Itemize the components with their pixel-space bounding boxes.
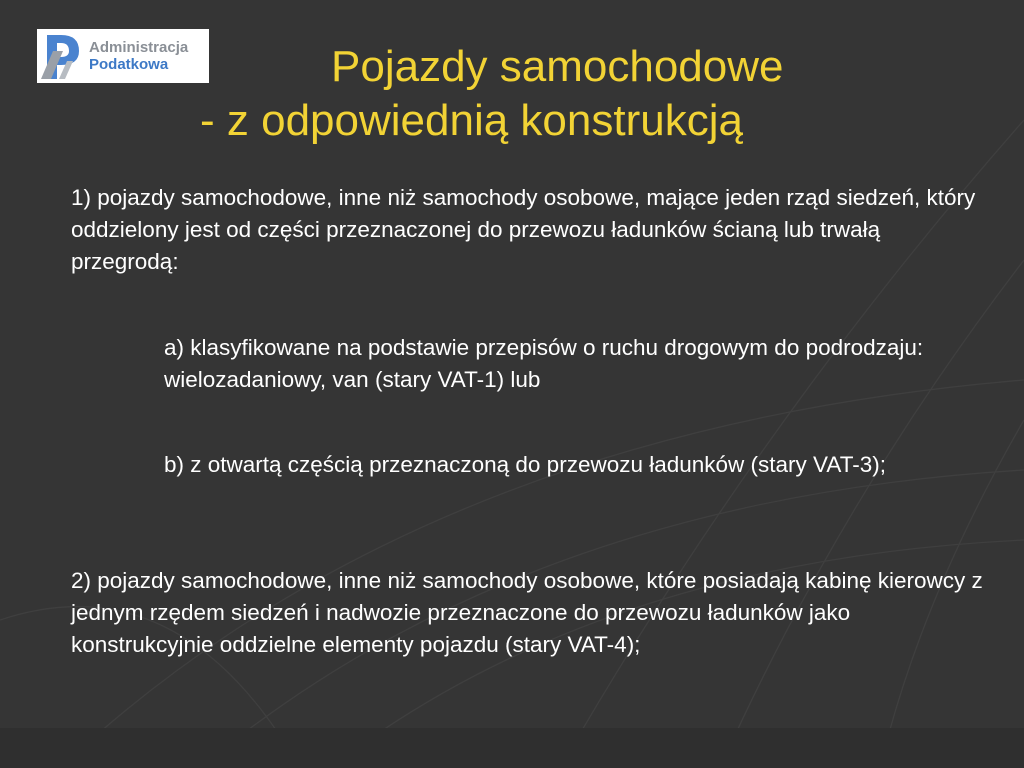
body-paragraph-item-2: 2) pojazdy samochodowe, inne niż samochody osobowe, które posiadają kabinę kierowcy z jednym rzędem siedzeń i nadwozie przeznaczone do przewozu ładunków jako konstrukcyjnie oddzielne elementy pojazdu (stary VAT-4); [71,568,983,657]
body-paragraph-item-1b: b) z otwartą częścią przeznaczoną do przewozu ładunków (stary VAT-3); [164,452,886,477]
slide-title-line-1: Pojazdy samochodowe [331,42,784,91]
logo-text-podatkowa: Podatkowa [89,56,169,73]
body-paragraph-item-1: 1) pojazdy samochodowe, inne niż samochody osobowe, mające jeden rząd siedzeń, który oddzielony jest od części przeznaczonej do przewozu ładunków ścianą lub trwałą przegrodą: [71,185,976,274]
body-paragraph-item-1a: a) klasyfikowane na podstawie przepisów o ruchu drogowym do podrodzaju: wielozadaniowy, van (stary VAT-1) lub [164,335,924,392]
slide-title-line-2: - z odpowiednią konstrukcją [200,96,743,145]
logo-text-administracja: Administracja [89,39,189,56]
